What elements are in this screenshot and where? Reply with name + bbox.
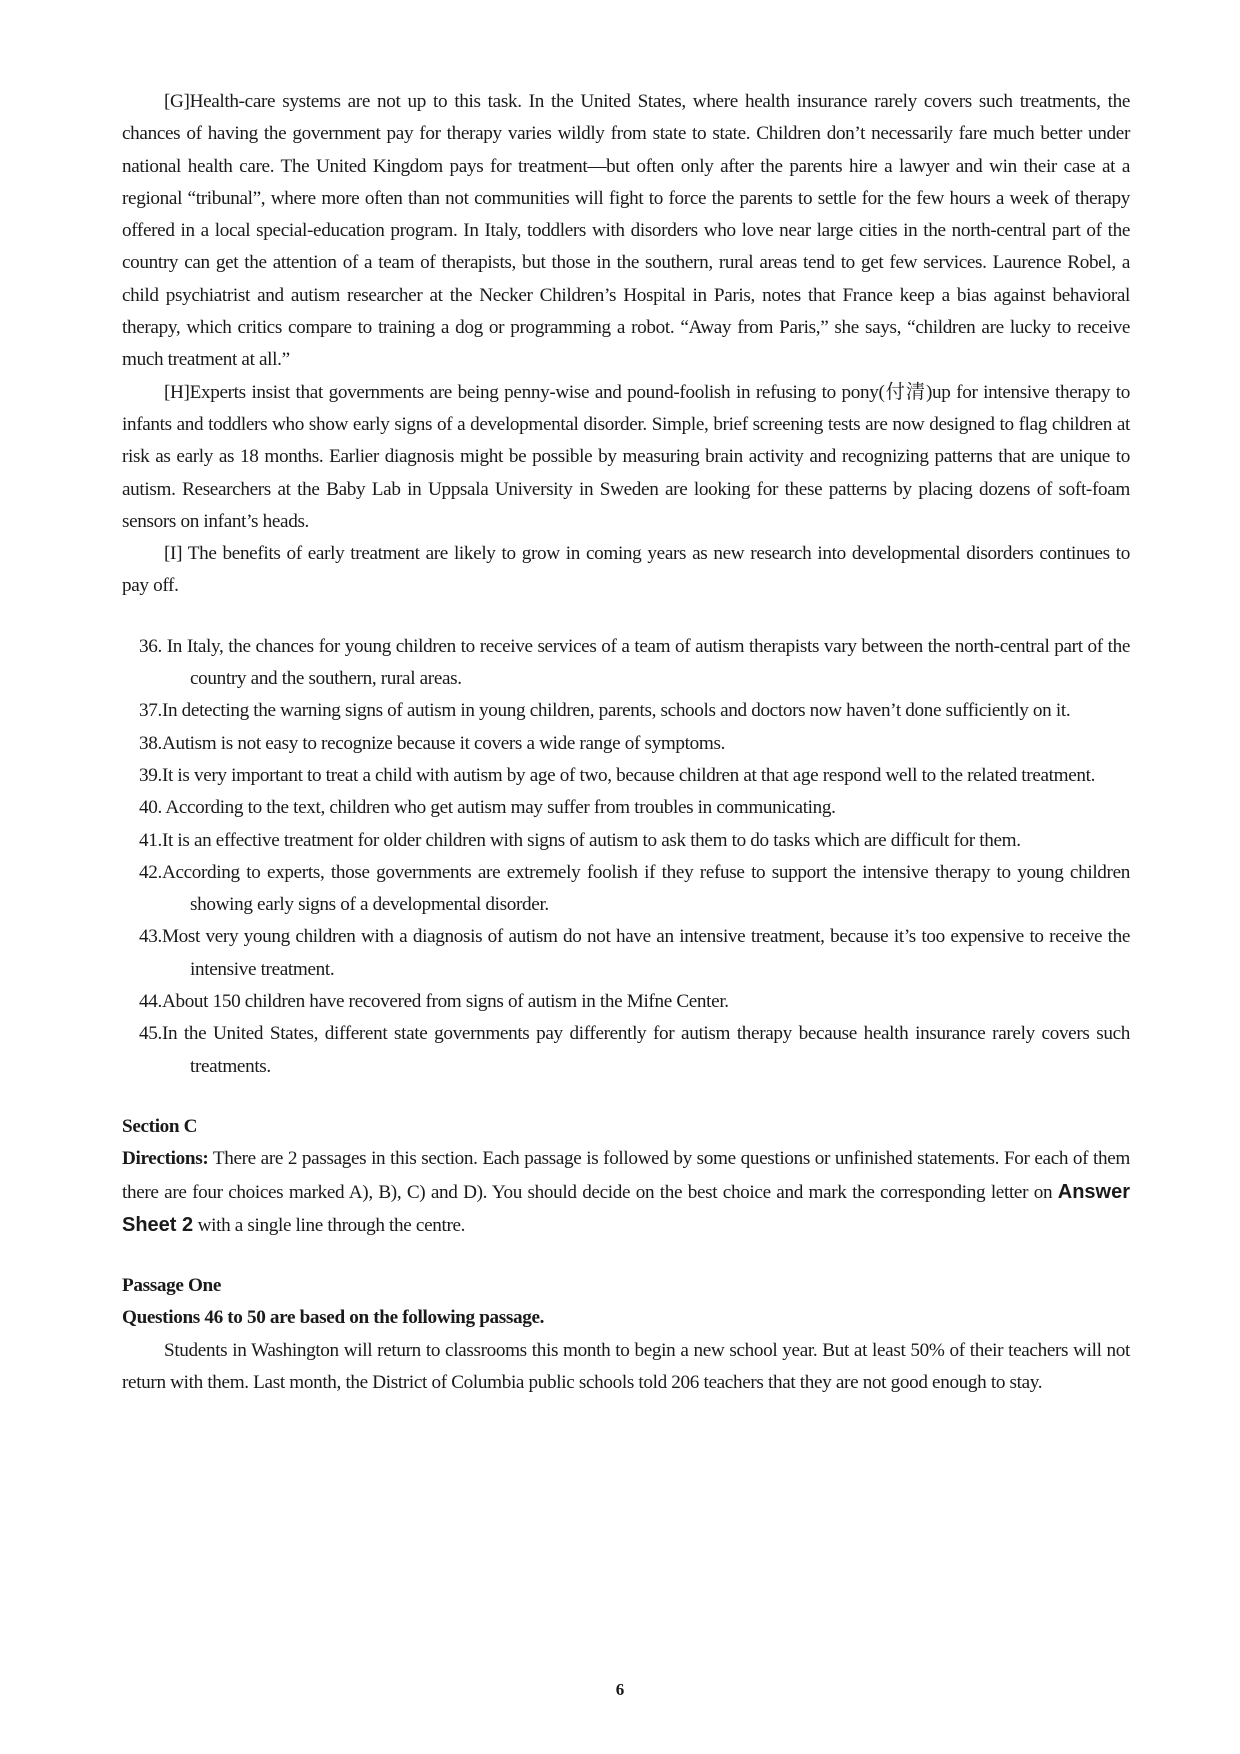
passage-paragraph-i — [122, 538, 1130, 603]
question-item — [122, 825, 1130, 857]
paragraph-text: Experts insist that governments are being penny-wise and pound-foolish in refusing to pony(付清)up for intensive therapy to infants and toddlers who show early signs of a developmental disorder. Simple, brief screening tests are now designed to flag children at risk as early as 18 months. Earlier diagnosis might be possible by measuring brain activity and recognizing patterns that are unique to autism. Researchers at the Baby Lab in Uppsala University in Sweden are looking for these patterns by placing dozens of soft-foam sensors on infant’s heads. — [122, 381, 1130, 532]
question-number: 40. — [139, 797, 166, 819]
question-item — [122, 631, 1130, 696]
question-number: 38. — [139, 732, 162, 754]
question-text: According to experts, those governments are extremely foolish if they refuse to support the intensive therapy to young children showing early signs of a developmental disorder. — [161, 861, 1130, 916]
directions-text: There are 2 passages in this section. Each passage is followed by some questions or unfinished statements. For each of them there are four choices marked A), B), C) and D). You should decide on the best choice and mark the corresponding letter on — [122, 1148, 1130, 1203]
directions-text-end: with a single line through the centre. — [193, 1214, 466, 1236]
question-number: 36. — [139, 635, 167, 657]
paragraph-text: The benefits of early treatment are likely to grow in coming years as new research into developmental disorders continues to pay off. — [122, 543, 1130, 597]
question-number: 44. — [139, 991, 162, 1013]
paragraph-label: [I] — [164, 543, 188, 565]
paragraph-text: Health-care systems are not up to this task. In the United States, where health insurance rarely covers such treatments, the chances of having the government pay for therapy varies wildly from state to state. Children don’t necessarily fare much better under national health care. The United Kingdom pays for treatment—but often only after the parents hire a lawyer and win their case at a regional “tribunal”, where more often than not communities will fight to force the parents to settle for the few hours a week of therapy offered in a local special-education program. In Italy, toddlers with disorders who love near large cities in the north-central part of the country can get the attention of a team of therapists, but those in the southern, rural areas tend to get few services. Laurence Robel, a child psychiatrist and autism researcher at the Necker Children’s Hospital in Paris, notes that France keep a bias against behavioral therapy, which critics compare to training a dog or programming a robot. “Away from Paris,” she says, “children are lucky to receive much treatment at all.” — [122, 91, 1130, 371]
question-item — [122, 695, 1130, 727]
question-number: 37. — [139, 700, 162, 722]
question-text: In the United States, different state governments pay differently for autism therapy because health insurance rarely covers such treatments. — [161, 1023, 1130, 1077]
question-item — [122, 728, 1130, 760]
passage-subheading: Questions 46 to 50 are based on the following passage. — [122, 1307, 545, 1329]
question-item — [122, 1018, 1130, 1083]
question-number: 42. — [139, 861, 162, 883]
question-text: About 150 children have recovered from signs of autism in the Mifne Center. — [161, 991, 729, 1013]
question-list — [122, 631, 1130, 1083]
question-text: It is an effective treatment for older children with signs of autism to ask them to do tasks which are difficult for them. — [161, 829, 1021, 851]
section-c — [122, 1111, 1130, 1242]
paragraph-label: [H] — [164, 381, 190, 403]
section-heading: Section C — [122, 1115, 198, 1137]
passage-paragraph-g — [122, 86, 1130, 377]
passage-paragraph-h — [122, 377, 1130, 538]
question-item — [122, 921, 1130, 986]
question-number: 45. — [139, 1023, 162, 1045]
question-number: 41. — [139, 829, 162, 851]
passage-heading: Passage One — [122, 1275, 222, 1297]
section-directions — [122, 1143, 1130, 1242]
passage-one — [122, 1270, 1130, 1399]
question-item — [122, 792, 1130, 824]
question-text: Autism is not easy to recognize because it covers a wide range of symptoms. — [161, 732, 726, 754]
paragraph-label: [G] — [164, 91, 190, 112]
question-text: According to the text, children who get autism may suffer from troubles in communicating. — [165, 797, 836, 819]
question-number: 43. — [139, 926, 162, 948]
question-number: 39. — [139, 764, 162, 786]
question-item — [122, 760, 1130, 792]
passage-paragraph: Students in Washington will return to classrooms this month to begin a new school year. But at least 50% of their teachers will not return with them. Last month, the District of Columbia public schools told 206 teachers that they are not good enough to stay. — [122, 1339, 1130, 1393]
document-page — [122, 86, 1130, 1399]
answer-sheet-label: Answer Sheet 2 — [122, 1180, 1130, 1236]
question-text: Most very young children with a diagnosis of autism do not have an intensive treatment, because it’s too expensive to receive the intensive treatment. — [161, 926, 1130, 980]
question-item — [122, 857, 1130, 922]
question-text: In detecting the warning signs of autism in young children, parents, schools and doctors now haven’t done sufficiently on it. — [161, 700, 1071, 722]
question-text: It is very important to treat a child with autism by age of two, because children at that age respond well to the related treatment. — [161, 764, 1096, 786]
page-number: 6 — [615, 1680, 625, 1699]
question-item — [122, 986, 1130, 1018]
directions-label: Directions: — [122, 1148, 209, 1170]
question-text: In Italy, the chances for young children to receive services of a team of autism therapists vary between the north-central part of the country and the southern, rural areas. — [166, 635, 1130, 690]
